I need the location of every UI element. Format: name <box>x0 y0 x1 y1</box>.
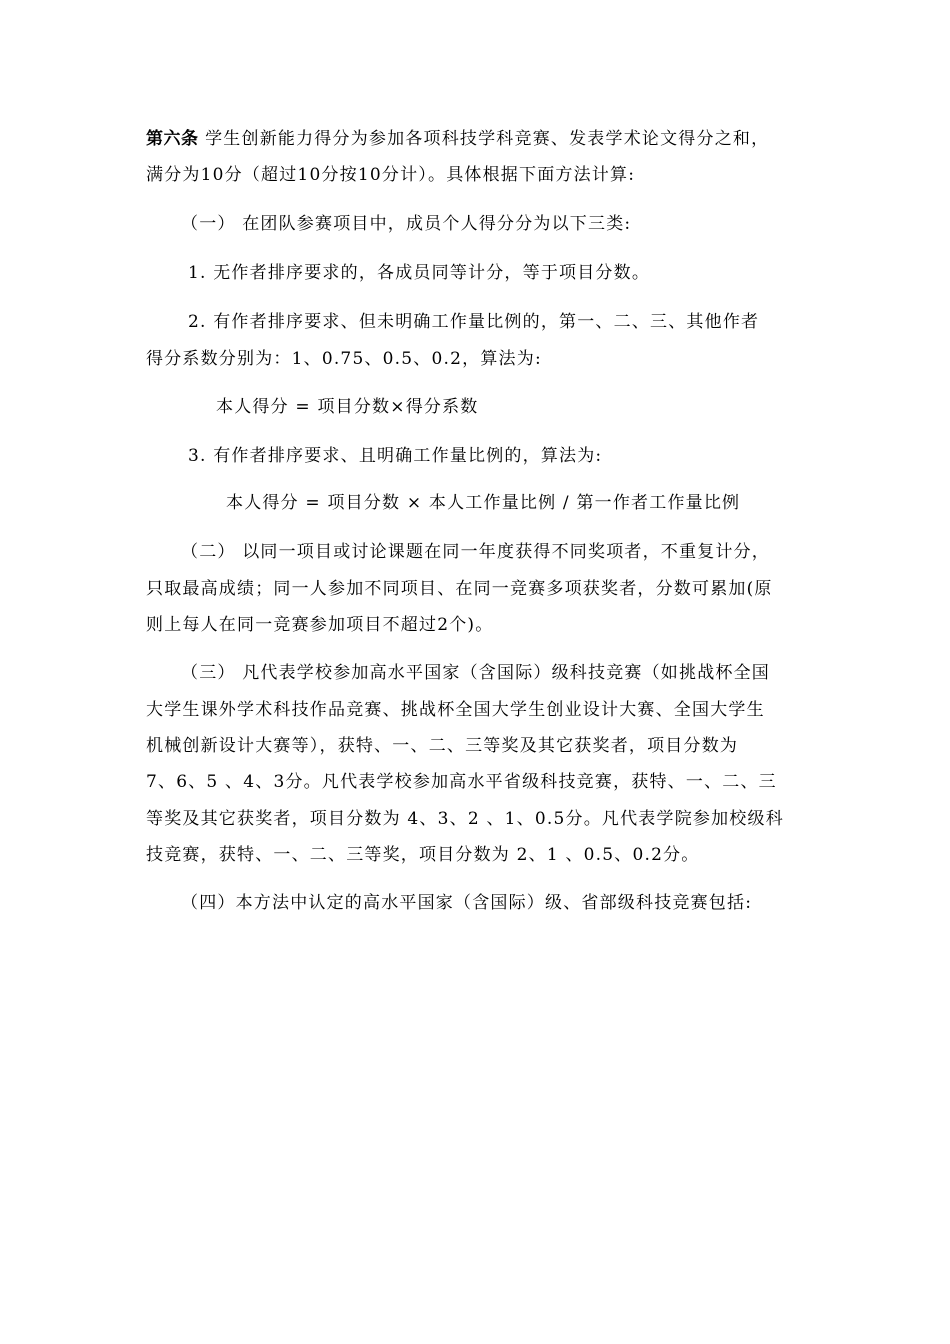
section1-title: （一） 在团队参赛项目中，成员个人得分分为以下三类: <box>181 214 632 234</box>
article-text-1: 学生创新能力得分为参加各项科技学科竞赛、发表学术论文得分之和， <box>205 129 770 149</box>
section1-formula1: 本人得分 = 项目分数×得分系数 <box>216 397 479 417</box>
section1-formula2: 本人得分 = 项目分数 × 本人工作量比例 / 第一作者工作量比例 <box>226 493 741 513</box>
section2-line2: 只取最高成绩；同一人参加不同项目、在同一竞赛多项获奖者，分数可累加(原 <box>146 579 773 599</box>
section2-line3: 则上每人在同一竞赛参加项目不超过2个)。 <box>146 615 494 635</box>
section3-line4: 7、6、5 、4、3分。凡代表学校参加高水平省级科技竞赛，获特、一、二、三 <box>146 772 777 792</box>
section4-line1: （四）本方法中认定的高水平国家（含国际）级、省部级科技竞赛包括: <box>181 893 753 913</box>
section3-line6: 技竞赛，获特、一、二、三等奖，项目分数为 2、1 、0.5、0.2分。 <box>146 845 700 865</box>
section3-line1: （三） 凡代表学校参加高水平国家（含国际）级科技竞赛（如挑战杯全国 <box>181 663 771 683</box>
section1-item2-line2: 得分系数分别为：1、0.75、0.5、0.2，算法为: <box>146 349 542 369</box>
article-line-1 <box>146 128 769 150</box>
section2-line1: （二） 以同一项目或讨论课题在同一年度获得不同奖项者，不重复计分， <box>181 542 771 562</box>
section3-line5: 等奖及其它获奖者，项目分数为 4、3、2 、1、0.5分。凡代表学院参加校级科 <box>146 809 784 829</box>
article-line-2: 满分为10分（超过10分按10分计）。具体根据下面方法计算: <box>146 165 636 185</box>
section1-item2-line1: 2. 有作者排序要求、但未明确工作量比例的，第一、二、三、其他作者 <box>188 312 760 332</box>
section1-item1: 1. 无作者排序要求的，各成员同等计分，等于项目分数。 <box>188 263 651 283</box>
section3-line2: 大学生课外学术科技作品竞赛、挑战杯全国大学生创业设计大赛、全国大学生 <box>146 700 765 720</box>
article-heading: 第六条 <box>146 129 199 149</box>
section3-line3: 机械创新设计大赛等），获特、一、二、三等奖及其它获奖者，项目分数为 <box>146 736 739 756</box>
section1-item3: 3. 有作者排序要求、且明确工作量比例的，算法为: <box>188 446 603 466</box>
